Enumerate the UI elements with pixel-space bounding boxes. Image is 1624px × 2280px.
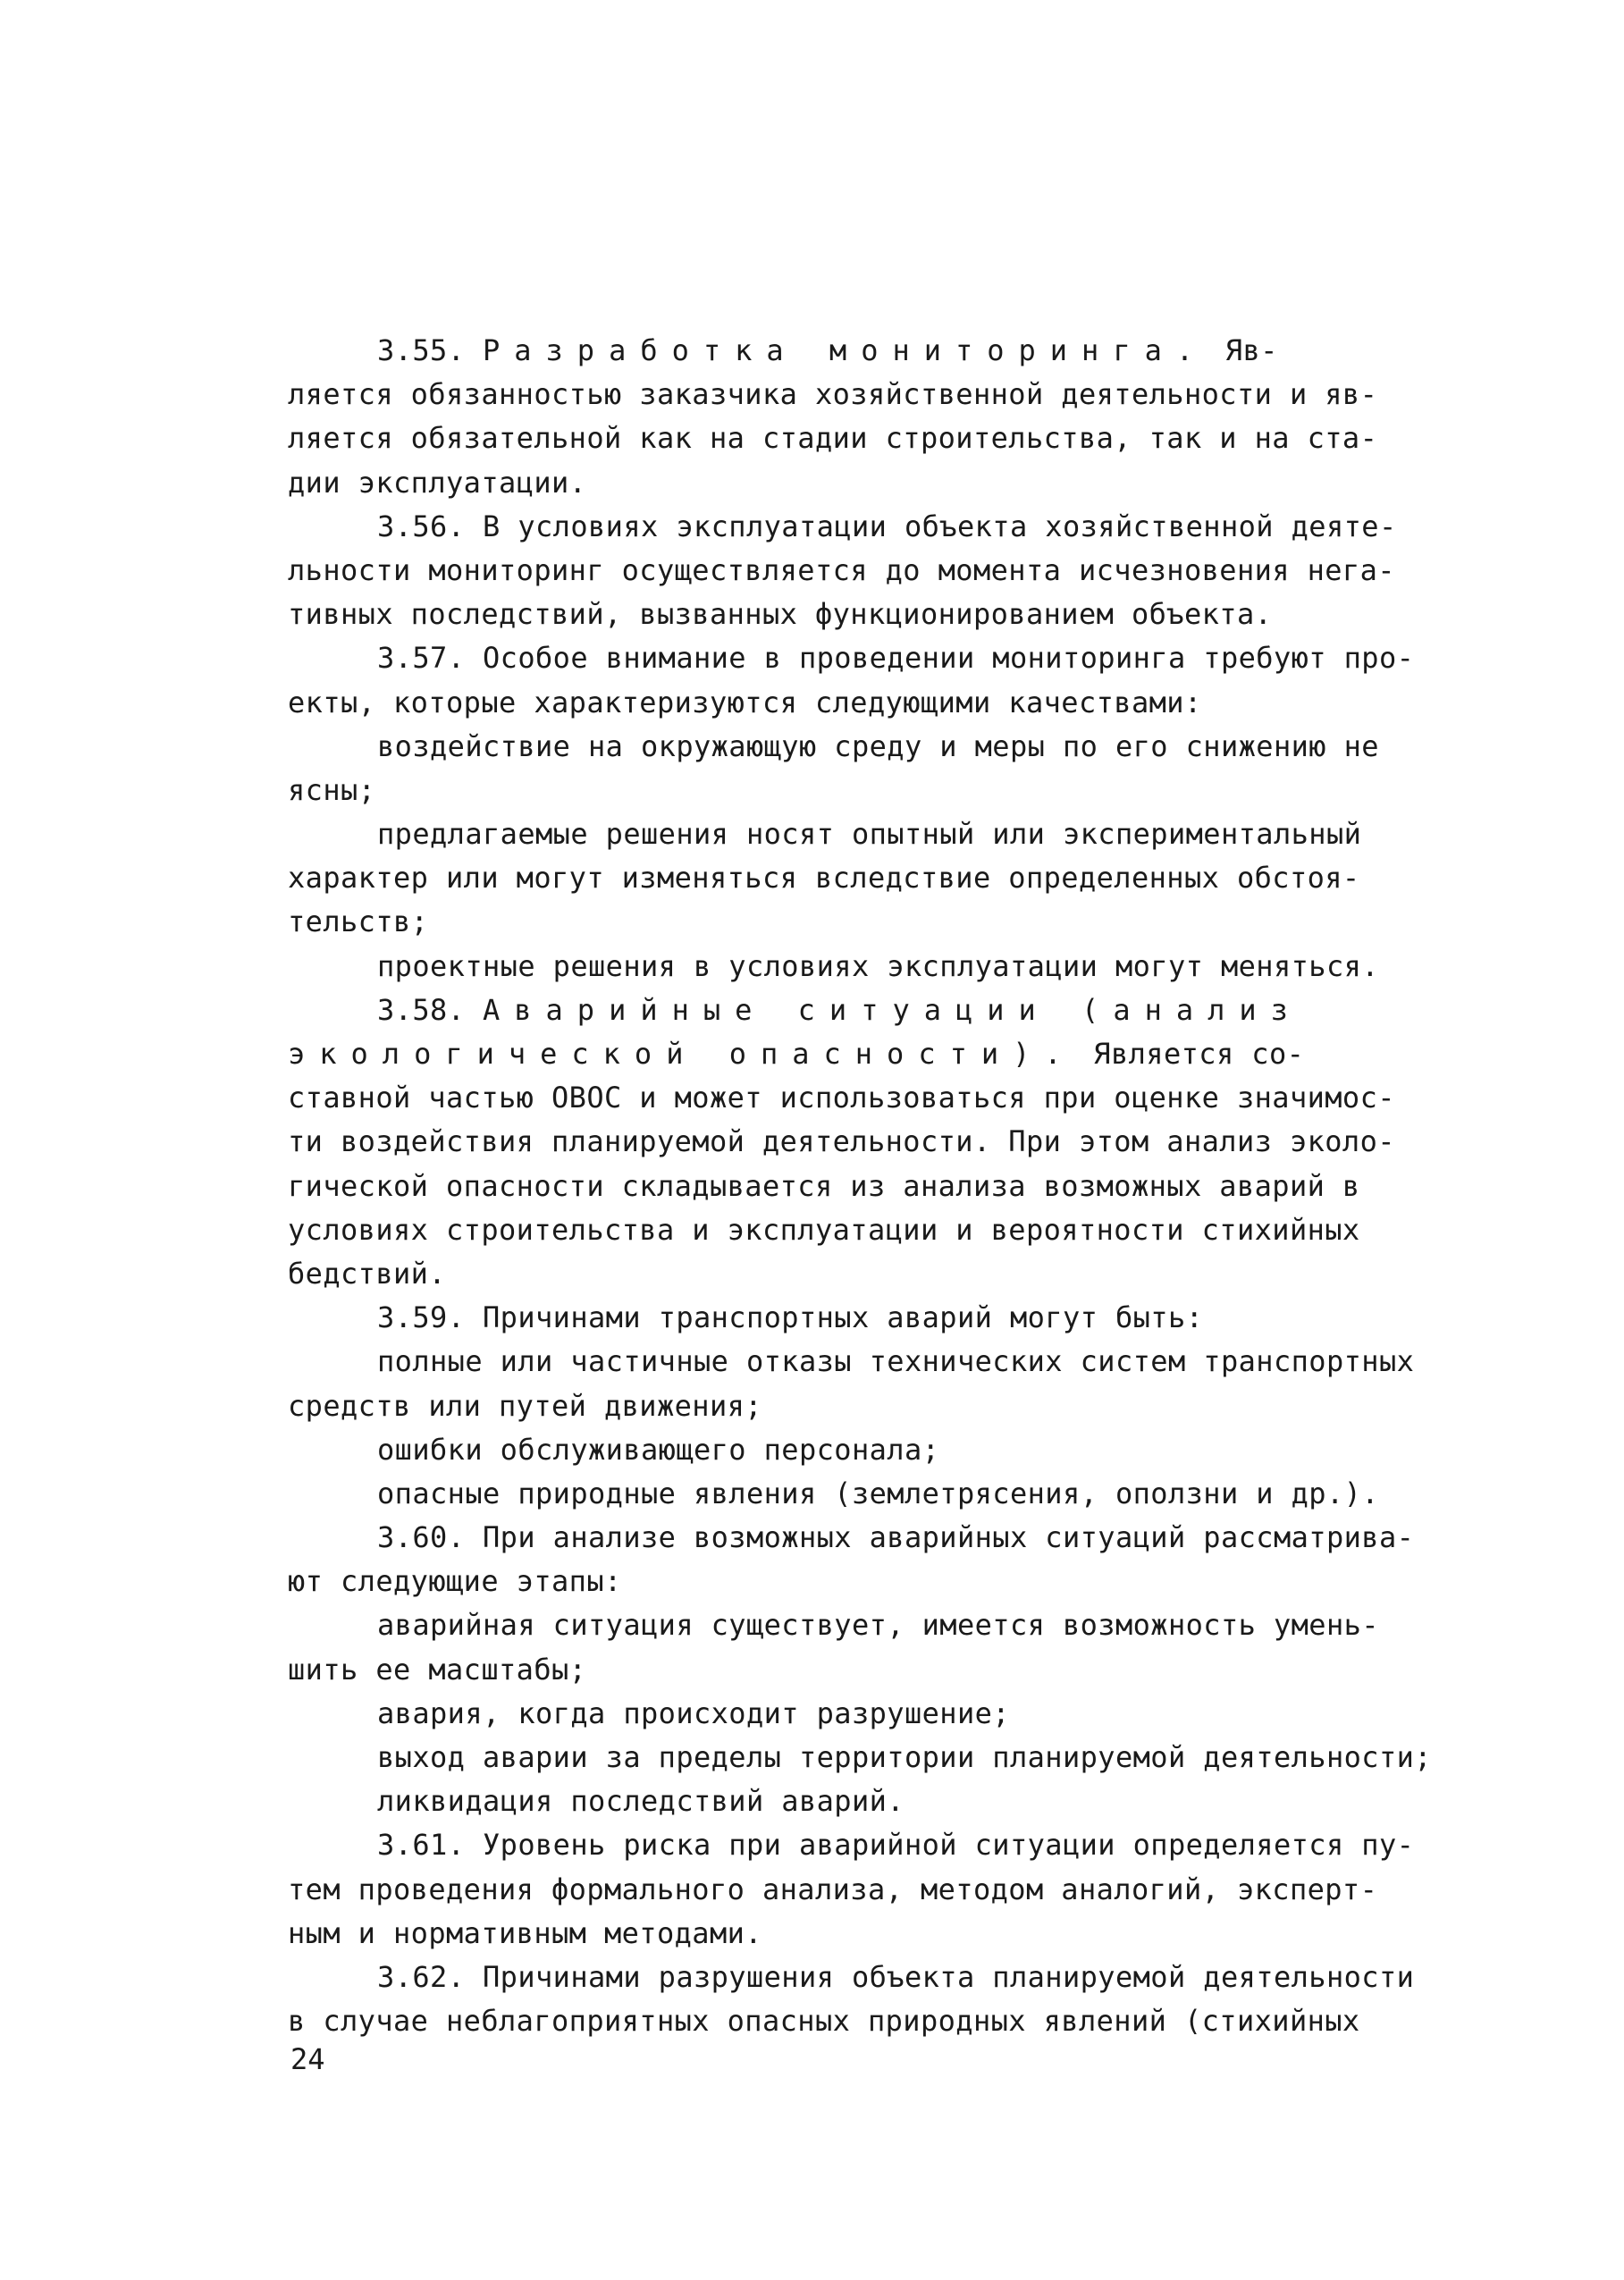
text-line: ют следующие этапы: bbox=[288, 1564, 622, 1599]
text-line: авария, когда происходит разрушение; bbox=[377, 1695, 1010, 1730]
section-heading: экологической опасности). bbox=[288, 1037, 1076, 1071]
text-line: шить ее масштабы; bbox=[288, 1652, 587, 1687]
text-line: предлагаемые решения носят опытный или экспериментальный bbox=[377, 817, 1362, 852]
text-line: проектные решения в условиях эксплуатации могут меняться. bbox=[377, 948, 1379, 983]
text-line: ошибки обслуживающего персонала; bbox=[377, 1432, 940, 1467]
text-line: ным и нормативным методами. bbox=[288, 1915, 762, 1950]
text-line: условиях строительства и эксплуатации и вероятности стихийных bbox=[288, 1212, 1360, 1247]
text-line: гической опасности складывается из анализа возможных аварий в bbox=[288, 1168, 1360, 1203]
text-line: воздействие на окружающую среду и меры по его снижению не bbox=[377, 728, 1379, 763]
section-heading: Аварийные ситуации (анализ bbox=[483, 992, 1302, 1027]
text-line: полные или частичные отказы технических систем транспортных bbox=[377, 1344, 1415, 1379]
text-line bbox=[288, 989, 1450, 1032]
text-line: екты, которые характеризуются следующими качествами: bbox=[288, 685, 1202, 719]
section-number: 3.55. bbox=[377, 333, 483, 367]
section-number: 3.58. bbox=[377, 992, 483, 1027]
text-line: опасные природные явления (землетрясения, оползни и др.). bbox=[377, 1476, 1379, 1510]
section-heading: Разработка мониторинга. bbox=[483, 333, 1208, 367]
text-line: ти воздействия планируемой деятельности. При этом анализ эколо- bbox=[288, 1124, 1395, 1159]
text-line: 3.59. Причинами транспортных аварий могут быть: bbox=[377, 1300, 1204, 1335]
text-line: тем проведения формального анализа, методом аналогий, эксперт- bbox=[288, 1872, 1378, 1906]
page-number: 24 bbox=[290, 2042, 325, 2076]
text-line: 3.61. Уровень риска при аварийной ситуации определяется пу- bbox=[377, 1828, 1415, 1863]
text-line: экологической опасности). Является со- bbox=[288, 1037, 1305, 1071]
text-line: в случае неблагоприятных опасных природных явлений (стихийных bbox=[288, 2004, 1360, 2039]
text-line: ликвидация последствий аварий. bbox=[377, 1784, 905, 1819]
text-line: выход аварии за пределы территории планируемой деятельности; bbox=[377, 1740, 1432, 1774]
text-line: характер или могут изменяться вследствие определенных обстоя- bbox=[288, 861, 1360, 896]
text-line: бедствий. bbox=[288, 1256, 446, 1291]
text-line: ляется обязательной как на стадии строительства, так и на ста- bbox=[288, 421, 1378, 456]
text-line: дии эксплуатации. bbox=[288, 465, 587, 500]
text-line: средств или путей движения; bbox=[288, 1388, 762, 1423]
text-line: 3.56. В условиях эксплуатации объекта хозяйственной деяте- bbox=[377, 509, 1397, 543]
text-line: льности мониторинг осуществляется до момента исчезновения нега- bbox=[288, 552, 1395, 587]
text-line: 3.55. Разработка мониторинга. Яв- bbox=[377, 333, 1278, 367]
page-body bbox=[288, 329, 1450, 2043]
text-line: аварийная ситуация существует, имеется возможность умень- bbox=[377, 1608, 1379, 1643]
text-line: тивных последствий, вызванных функционированием объекта. bbox=[288, 597, 1273, 632]
text-line: ясны; bbox=[288, 772, 376, 807]
text-line: 3.57. Особое внимание в проведении мониторинга требуют про- bbox=[377, 641, 1415, 676]
text-line: тельств; bbox=[288, 904, 429, 939]
text-line: 3.60. При анализе возможных аварийных ситуаций рассматрива- bbox=[377, 1520, 1415, 1555]
text-line: 3.62. Причинами разрушения объекта планируемой деятельности bbox=[377, 1959, 1415, 1994]
text-line: ставной частью ОВОС и может использоваться при оценке значимос- bbox=[288, 1081, 1395, 1115]
text-line: ляется обязанностью заказчика хозяйственной деятельности и яв- bbox=[288, 377, 1378, 412]
